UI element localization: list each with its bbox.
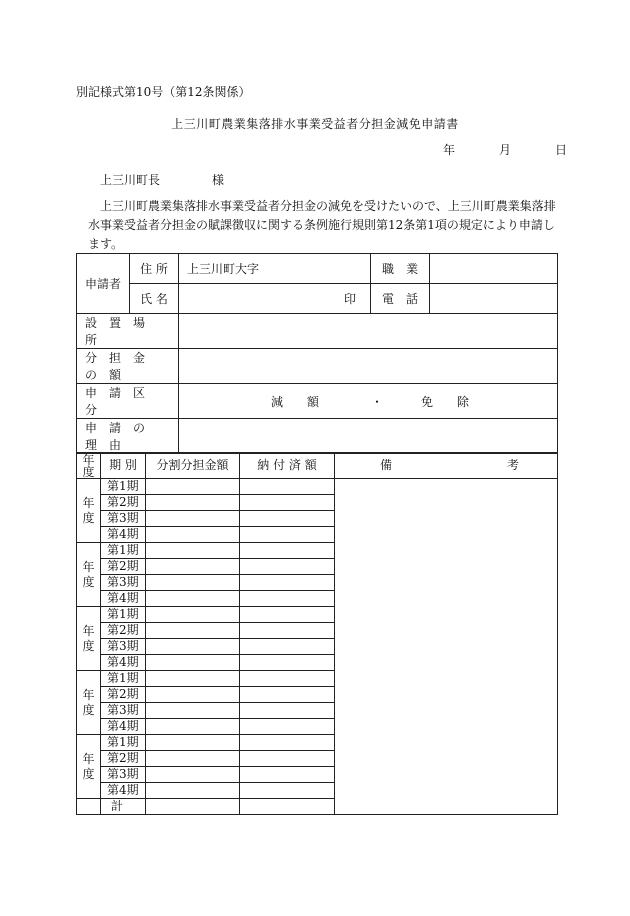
paid-cell[interactable] xyxy=(240,623,335,639)
year-label: 年度 xyxy=(82,495,95,525)
total-installment[interactable] xyxy=(146,799,240,815)
installment-cell[interactable] xyxy=(146,735,240,751)
installment-cell[interactable] xyxy=(146,623,240,639)
amount-label: 分担金の額 xyxy=(77,349,179,384)
paid-cell[interactable] xyxy=(240,783,335,799)
period-label: 第3期 xyxy=(101,511,146,527)
year-cell[interactable] xyxy=(77,671,101,735)
period-label: 第3期 xyxy=(101,639,146,655)
installment-cell[interactable] xyxy=(146,575,240,591)
year-label: 年度 xyxy=(82,623,95,653)
paid-cell[interactable] xyxy=(240,719,335,735)
installment-cell[interactable] xyxy=(146,751,240,767)
table-row xyxy=(77,479,558,495)
year-label: 年度 xyxy=(82,559,95,589)
date-day: 日 xyxy=(555,143,568,157)
application-table xyxy=(76,253,558,454)
installment-cell[interactable] xyxy=(146,495,240,511)
period-label: 第1期 xyxy=(101,479,146,495)
phone-label: 電 話 xyxy=(371,284,430,314)
installment-cell[interactable] xyxy=(146,511,240,527)
occupation-field[interactable] xyxy=(430,254,558,284)
installment-cell[interactable] xyxy=(146,639,240,655)
paid-cell[interactable] xyxy=(240,655,335,671)
installment-cell[interactable] xyxy=(146,543,240,559)
year-label: 年度 xyxy=(82,687,95,717)
addressee-honorific: 様 xyxy=(212,173,225,187)
installment-cell[interactable] xyxy=(146,719,240,735)
location-field[interactable] xyxy=(179,314,558,349)
installment-cell[interactable] xyxy=(146,607,240,623)
paid-cell[interactable] xyxy=(240,767,335,783)
installment-cell[interactable] xyxy=(146,783,240,799)
year-cell[interactable] xyxy=(77,607,101,671)
period-label: 第2期 xyxy=(101,623,146,639)
occupation-label: 職 業 xyxy=(371,254,430,284)
period-label: 第4期 xyxy=(101,527,146,543)
seal-mark: 印 xyxy=(343,292,356,306)
period-label: 第1期 xyxy=(101,671,146,687)
paid-cell[interactable] xyxy=(240,479,335,495)
paid-cell[interactable] xyxy=(240,543,335,559)
year-label: 年度 xyxy=(82,751,95,781)
payment-table xyxy=(76,452,558,815)
year-cell[interactable] xyxy=(77,543,101,607)
installment-cell[interactable] xyxy=(146,559,240,575)
option-dot: ・ xyxy=(371,394,384,409)
reason-field[interactable] xyxy=(179,419,558,454)
option-reduce[interactable]: 減 額 xyxy=(271,394,320,409)
paid-cell[interactable] xyxy=(240,703,335,719)
period-label: 第4期 xyxy=(101,719,146,735)
period-label: 第3期 xyxy=(101,767,146,783)
name-field[interactable] xyxy=(179,284,371,314)
phone-field[interactable] xyxy=(430,284,558,314)
period-label: 第2期 xyxy=(101,687,146,703)
paid-cell[interactable] xyxy=(240,527,335,543)
location-label: 設置場所 xyxy=(77,314,179,349)
installment-cell[interactable] xyxy=(146,687,240,703)
paid-cell[interactable] xyxy=(240,495,335,511)
period-label: 第3期 xyxy=(101,703,146,719)
total-paid[interactable] xyxy=(240,799,335,815)
reason-label: 申請の理由 xyxy=(77,419,179,454)
paid-cell[interactable] xyxy=(240,639,335,655)
total-label: 計 xyxy=(101,799,146,815)
paid-cell[interactable] xyxy=(240,751,335,767)
paid-cell[interactable] xyxy=(240,607,335,623)
option-exempt[interactable]: 免 除 xyxy=(421,394,470,409)
installment-cell[interactable] xyxy=(146,671,240,687)
remarks-cell[interactable] xyxy=(335,479,558,815)
paid-cell[interactable] xyxy=(240,735,335,751)
applicant-label: 申請者 xyxy=(77,254,130,314)
period-label: 第2期 xyxy=(101,751,146,767)
installment-cell[interactable] xyxy=(146,655,240,671)
period-label: 第3期 xyxy=(101,575,146,591)
period-label: 第1期 xyxy=(101,543,146,559)
total-blank xyxy=(77,799,101,815)
header-remarks-a: 備 xyxy=(380,458,393,472)
header-paid: 納 付 済 額 xyxy=(240,453,335,479)
addressee xyxy=(100,171,224,188)
paid-cell[interactable] xyxy=(240,511,335,527)
category-field[interactable] xyxy=(179,384,558,419)
payment-table-body xyxy=(77,479,558,815)
date-year: 年 xyxy=(443,143,456,157)
paid-cell[interactable] xyxy=(240,591,335,607)
year-cell[interactable] xyxy=(77,735,101,799)
header-period: 期 別 xyxy=(101,453,146,479)
period-label: 第4期 xyxy=(101,655,146,671)
installment-cell[interactable] xyxy=(146,591,240,607)
header-remarks-b: 考 xyxy=(507,458,520,472)
paid-cell[interactable] xyxy=(240,687,335,703)
installment-cell[interactable] xyxy=(146,767,240,783)
form-label: 別記様式第10号（第12条関係） xyxy=(76,85,251,99)
period-label: 第1期 xyxy=(101,607,146,623)
document-title: 上三川町農業集落排水事業受益者分担金減免申請書 xyxy=(171,117,459,131)
address-field[interactable]: 上三川町大字 xyxy=(179,254,371,284)
date-line xyxy=(443,141,567,158)
addressee-name: 上三川町長 xyxy=(100,173,161,187)
period-label: 第2期 xyxy=(101,559,146,575)
period-label: 第1期 xyxy=(101,735,146,751)
installment-cell[interactable] xyxy=(146,479,240,495)
header-remarks xyxy=(335,453,558,479)
paid-cell[interactable] xyxy=(240,559,335,575)
period-label: 第4期 xyxy=(101,783,146,799)
name-label: 氏 名 xyxy=(130,284,179,314)
year-cell[interactable] xyxy=(77,479,101,543)
body-text: 上三川町農業集落排水事業受益者分担金の減免を受けたいので、上三川町農業集落排水事業受益者分担金の賦課徴収に関する条例施行規則第12条第1項の規定により申請します。 xyxy=(88,199,556,251)
category-label: 申請区分 xyxy=(77,384,179,419)
address-label: 住 所 xyxy=(130,254,179,284)
amount-field[interactable] xyxy=(179,349,558,384)
period-label: 第2期 xyxy=(101,495,146,511)
installment-cell[interactable] xyxy=(146,527,240,543)
installment-cell[interactable] xyxy=(146,703,240,719)
period-label: 第4期 xyxy=(101,591,146,607)
header-installment: 分割分担金額 xyxy=(146,453,240,479)
date-month: 月 xyxy=(499,143,512,157)
header-year: 年度 xyxy=(77,453,101,479)
paid-cell[interactable] xyxy=(240,671,335,687)
paid-cell[interactable] xyxy=(240,575,335,591)
